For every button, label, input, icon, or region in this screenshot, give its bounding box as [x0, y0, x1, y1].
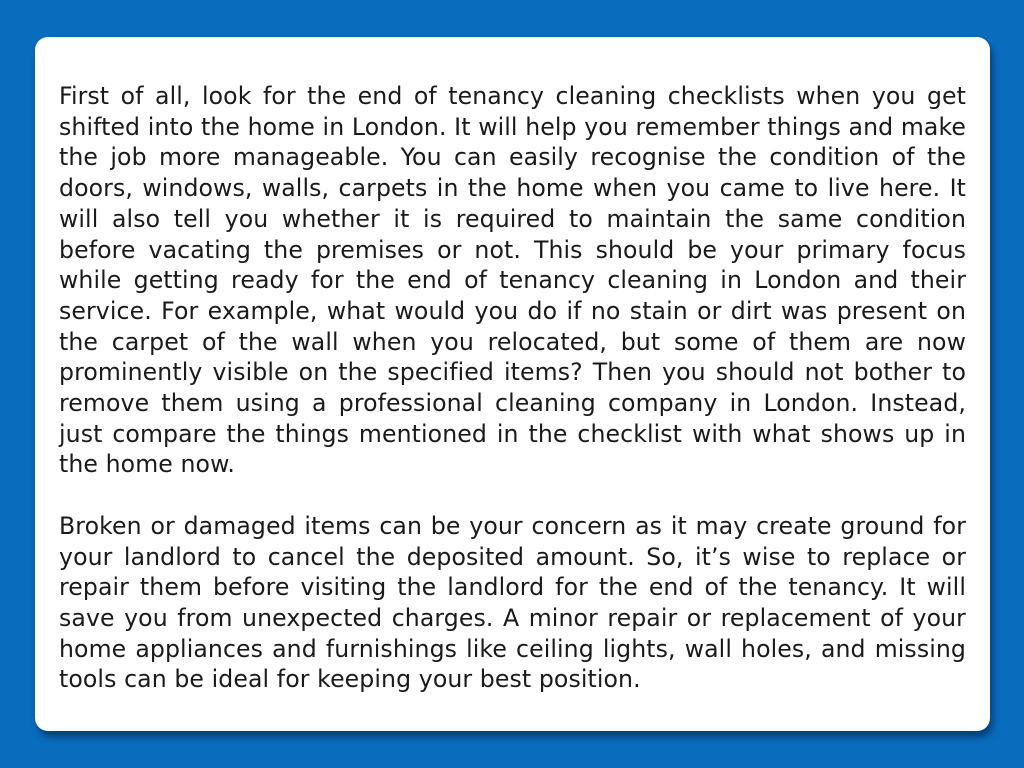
paragraph-checklist: First of all, look for the end of tenancy cleaning checklists when you get shifted into the home in London. It will help you remember things and make the job more manageable. You can easily recognise the condition of the doors, windows, walls, carpets in the home when you came to live here. It will also tell you whether it is required to maintain the same condition before vacating the premises or not. This should be your primary focus while getting ready for the end of tenancy cleaning in London and their service. For example, what would you do if no stain or dirt was present on the carpet of the wall when you relocated, but some of them are now prominently visible on the specified items? Then you should not bother to remove them using a professional cleaning company in London. Instead, just compare the things mentioned in the checklist with what shows up in the home now.	[59, 82, 966, 479]
paragraph-repairs: Broken or damaged items can be your concern as it may create ground for your landlord to cancel the deposited amount. So, it’s wise to replace or repair them before visiting the landlord for the end of the tenancy. It will save you from unexpected charges. A minor repair or replacement of your home appliances and furnishings like ceiling lights, wall holes, and missing tools can be ideal for keeping your best position.	[59, 511, 966, 694]
content-card	[35, 37, 990, 731]
